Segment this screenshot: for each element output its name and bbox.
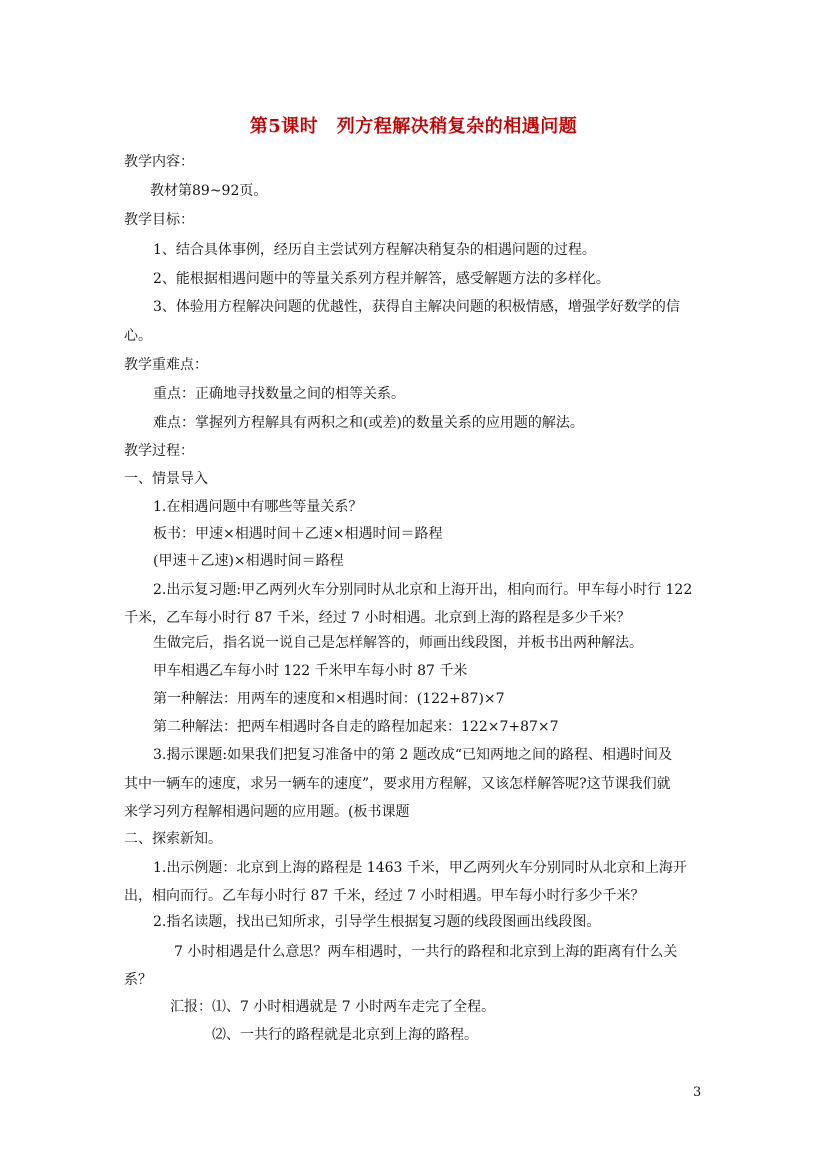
- paragraph-line: 1、结合具体事例，经历自主尝试列方程解决稍复杂的相遇问题的过程。: [153, 242, 596, 258]
- paragraph-line: 千米，乙车每小时行 87 千米，经过 7 小时相遇。北京到上海的路程是多少千米？: [124, 610, 631, 626]
- paragraph-line: 重点：正确地寻找数量之间的相等关系。: [153, 386, 405, 402]
- paragraph-line: 板书：甲速×相遇时间＋乙速×相遇时间＝路程: [153, 526, 443, 542]
- paragraph-line: 汇报：⑴、7 小时相遇就是 7 小时两车走完了全程。: [170, 999, 496, 1015]
- section-heading: 教学重难点：: [124, 357, 208, 373]
- paragraph-line: 1.在相遇问题中有哪些等量关系？: [153, 499, 363, 515]
- paragraph-line: 系？: [124, 972, 152, 988]
- paragraph-line: 教材第89~92页。: [150, 183, 268, 199]
- section-heading: 教学过程：: [124, 443, 194, 459]
- section-heading: 教学目标：: [124, 212, 194, 228]
- paragraph-line: 2.指名读题，找出已知所求，引导学生根据复习题的线段图画出线段图。: [153, 914, 601, 930]
- paragraph-line: 生做完后，指名说一说自己是怎样解答的，师画出线段图，并板书出两种解法。: [153, 635, 643, 651]
- paragraph-line: 心。: [124, 328, 152, 344]
- paragraph-line: 甲车相遇乙车每小时 122 千米甲车每小时 87 千米: [153, 663, 468, 679]
- paragraph-line: 出，相向而行。乙车每小时行 87 千米，经过 7 小时相遇。甲车每小时行多少千米？: [124, 888, 645, 904]
- paragraph-line: (甲速＋乙速)×相遇时间＝路程: [153, 553, 344, 569]
- paragraph-line: 7 小时相遇是什么意思？两车相遇时，一共行的路程和北京到上海的距离有什么关: [174, 944, 678, 960]
- paragraph-line: 2.出示复习题:甲乙两列火车分别同时从北京和上海开出，相向而行。甲车每小时行 122: [153, 582, 693, 598]
- paragraph-line: 其中一辆车的速度，求另一辆车的速度”，要求用方程解，又该怎样解答呢?这节课我们就: [124, 776, 671, 792]
- section-heading: 二、探索新知。: [124, 831, 222, 847]
- section-heading: 教学内容：: [124, 154, 194, 170]
- paragraph-line: 难点：掌握列方程解具有两积之和(或差)的数量关系的应用题的解法。: [153, 415, 584, 431]
- paragraph-line: 第二种解法：把两车相遇时各自走的路程加起来：122×7+87×7: [153, 719, 559, 735]
- page-number: 3: [693, 1085, 702, 1100]
- paragraph-line: 来学习列方程解相遇问题的应用题。(板书课题: [124, 804, 410, 820]
- paragraph-line: 3.揭示课题:如果我们把复习准备中的第 2 题改成“已知两地之间的路程、相遇时间及: [153, 747, 673, 763]
- paragraph-line: 3、体验用方程解决问题的优越性，获得自主解决问题的积极情感，增强学好数学的信: [153, 299, 680, 315]
- paragraph-line: 1.出示例题：北京到上海的路程是 1463 千米，甲乙两列火车分别同时从北京和上海开: [153, 860, 687, 876]
- paragraph-line: ⑵、一共行的路程就是北京到上海的路程。: [212, 1027, 478, 1043]
- paragraph-line: 第一种解法：用两车的速度和×相遇时间：(122+87)×7: [153, 691, 505, 707]
- page-title: 第5课时 列方程解决稍复杂的相遇问题: [249, 116, 578, 137]
- section-heading: 一、情景导入: [124, 471, 208, 487]
- paragraph-line: 2、能根据相遇问题中的等量关系列方程并解答，感受解题方法的多样化。: [153, 271, 610, 287]
